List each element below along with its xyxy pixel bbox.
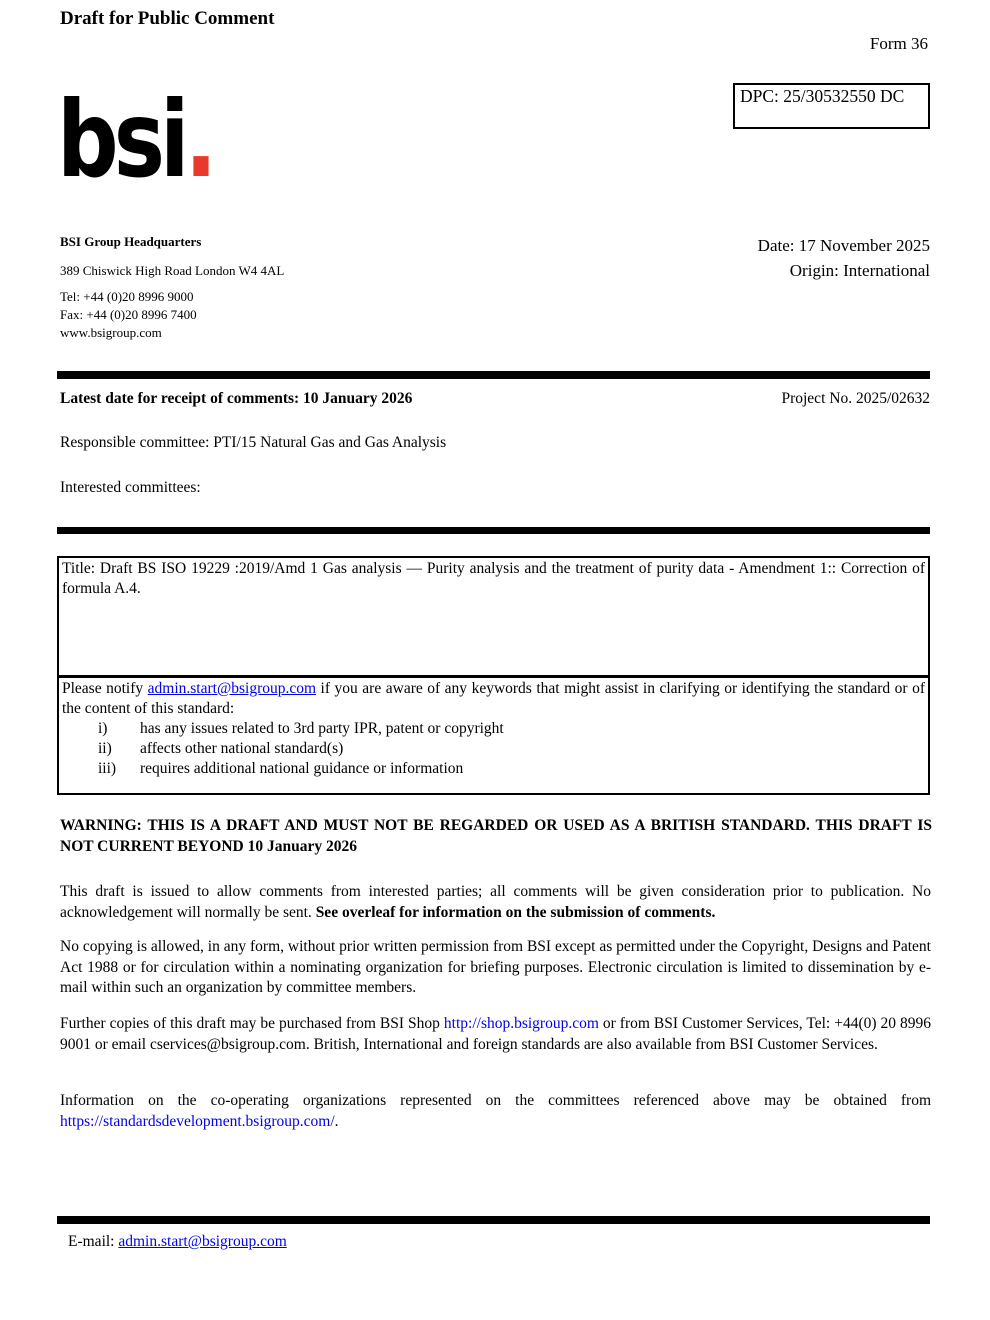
list-item-label: ii) bbox=[98, 740, 112, 757]
notify-list bbox=[62, 719, 925, 779]
page-title: Draft for Public Comment bbox=[60, 8, 275, 29]
footer-email-link[interactable]: admin.start@bsigroup.com bbox=[118, 1233, 287, 1250]
warning-paragraph: WARNING: THIS IS A DRAFT AND MUST NOT BE REGARDED OR USED AS A BRITISH STANDARD. THIS DRAFT IS NOT CURRENT BEYOND 10 January 2026 bbox=[60, 817, 932, 855]
text-segment: This draft is issued to allow comments from interested parties; all comments will be given consideration prior to publication. No acknowledgement will normally be sent. bbox=[60, 883, 931, 921]
standards-development-link[interactable]: https://standardsdevelopment.bsigroup.com/ bbox=[60, 1112, 335, 1130]
contact-address: 389 Chiswick High Road London W4 4AL bbox=[60, 263, 285, 278]
list-item-text: affects other national standard(s) bbox=[140, 740, 344, 757]
divider-bar-bottom bbox=[57, 1216, 930, 1224]
divider-bar-middle bbox=[57, 527, 930, 534]
notify-email-link[interactable]: admin.start@bsigroup.com bbox=[147, 680, 317, 697]
standard-title-box bbox=[57, 556, 930, 677]
list-item bbox=[62, 739, 925, 759]
contact-heading: BSI Group Headquarters bbox=[60, 234, 202, 249]
list-item-label: iii) bbox=[98, 760, 117, 777]
contact-block bbox=[60, 233, 284, 342]
text-segment: or from BSI Customer Services, Tel: +44(0) 20 8996 9001 or email cservices@bsigroup.com. British, International and foreign standards are also available from BSI Customer Services. bbox=[60, 1015, 932, 1053]
latest-date-label: Latest date for receipt of comments: 10 January 2026 bbox=[60, 390, 413, 407]
divider-bar-top bbox=[57, 371, 930, 379]
dpc-number-box bbox=[733, 83, 930, 129]
bsi-logo-red-dot: . bbox=[184, 79, 218, 201]
cooperating-orgs-paragraph bbox=[60, 1091, 931, 1132]
interested-committees-line: Interested committees: bbox=[60, 479, 201, 496]
text-segment: . bbox=[334, 1112, 339, 1130]
latest-date-row bbox=[60, 390, 930, 408]
notify-keywords-box bbox=[57, 676, 930, 795]
contact-website: www.bsigroup.com bbox=[60, 325, 162, 340]
form-number: Form 36 bbox=[869, 34, 928, 53]
date-line: Date: 17 November 2025 bbox=[757, 236, 930, 255]
copying-paragraph: No copying is allowed, in any form, without prior written permission from BSI except as permitted under the Copyright, Designs and Patent Act 1988 or for circulation within a nominating organization for briefing purposes. Electronic circulation is limited to dissemination by e-mail within such an organization by committee members. bbox=[60, 938, 931, 996]
text-segment: Please notify bbox=[62, 680, 148, 697]
list-item bbox=[62, 719, 925, 739]
text-segment: Information on the co-operating organizations represented on the committees referenced above may be obtained from bbox=[60, 1092, 931, 1109]
date-origin-block bbox=[758, 233, 930, 283]
bsi-shop-link[interactable]: http://shop.bsigroup.com bbox=[443, 1015, 599, 1032]
text-segment: if you are aware of any keywords that might assist in clarifying or identifying the standard or of the content of this standard: bbox=[62, 680, 925, 717]
list-item-text: has any issues related to 3rd party IPR, patent or copyright bbox=[140, 720, 504, 737]
list-item-text: requires additional national guidance or information bbox=[140, 760, 464, 777]
origin-line: Origin: International bbox=[789, 261, 930, 280]
notify-intro bbox=[62, 679, 925, 719]
project-number: Project No. 2025/02632 bbox=[781, 390, 930, 407]
list-item-label: i) bbox=[98, 720, 108, 737]
further-copies-paragraph bbox=[60, 1014, 931, 1055]
comments-paragraph bbox=[60, 882, 931, 923]
footer-email-line bbox=[68, 1233, 287, 1251]
dpc-number: DPC: 25/30532550 DC bbox=[740, 86, 905, 106]
bsi-logo bbox=[57, 79, 218, 201]
text-segment: See overleaf for information on the submission of comments. bbox=[315, 903, 716, 921]
standard-title-text: Title: Draft BS ISO 19229 :2019/Amd 1 Gas analysis — Purity analysis and the treatment of purity data - Amendment 1:: Correction of formula A.4. bbox=[62, 560, 925, 597]
email-label: E-mail: bbox=[68, 1233, 119, 1250]
bsi-logo-text: bsi bbox=[57, 79, 185, 201]
list-item bbox=[62, 759, 925, 779]
contact-tel: Tel: +44 (0)20 8996 9000 bbox=[60, 289, 194, 304]
text-segment: Further copies of this draft may be purchased from BSI Shop bbox=[60, 1015, 444, 1032]
contact-fax: Fax: +44 (0)20 8996 7400 bbox=[60, 307, 197, 322]
responsible-committee-line: Responsible committee: PTI/15 Natural Gas and Gas Analysis bbox=[60, 434, 447, 451]
